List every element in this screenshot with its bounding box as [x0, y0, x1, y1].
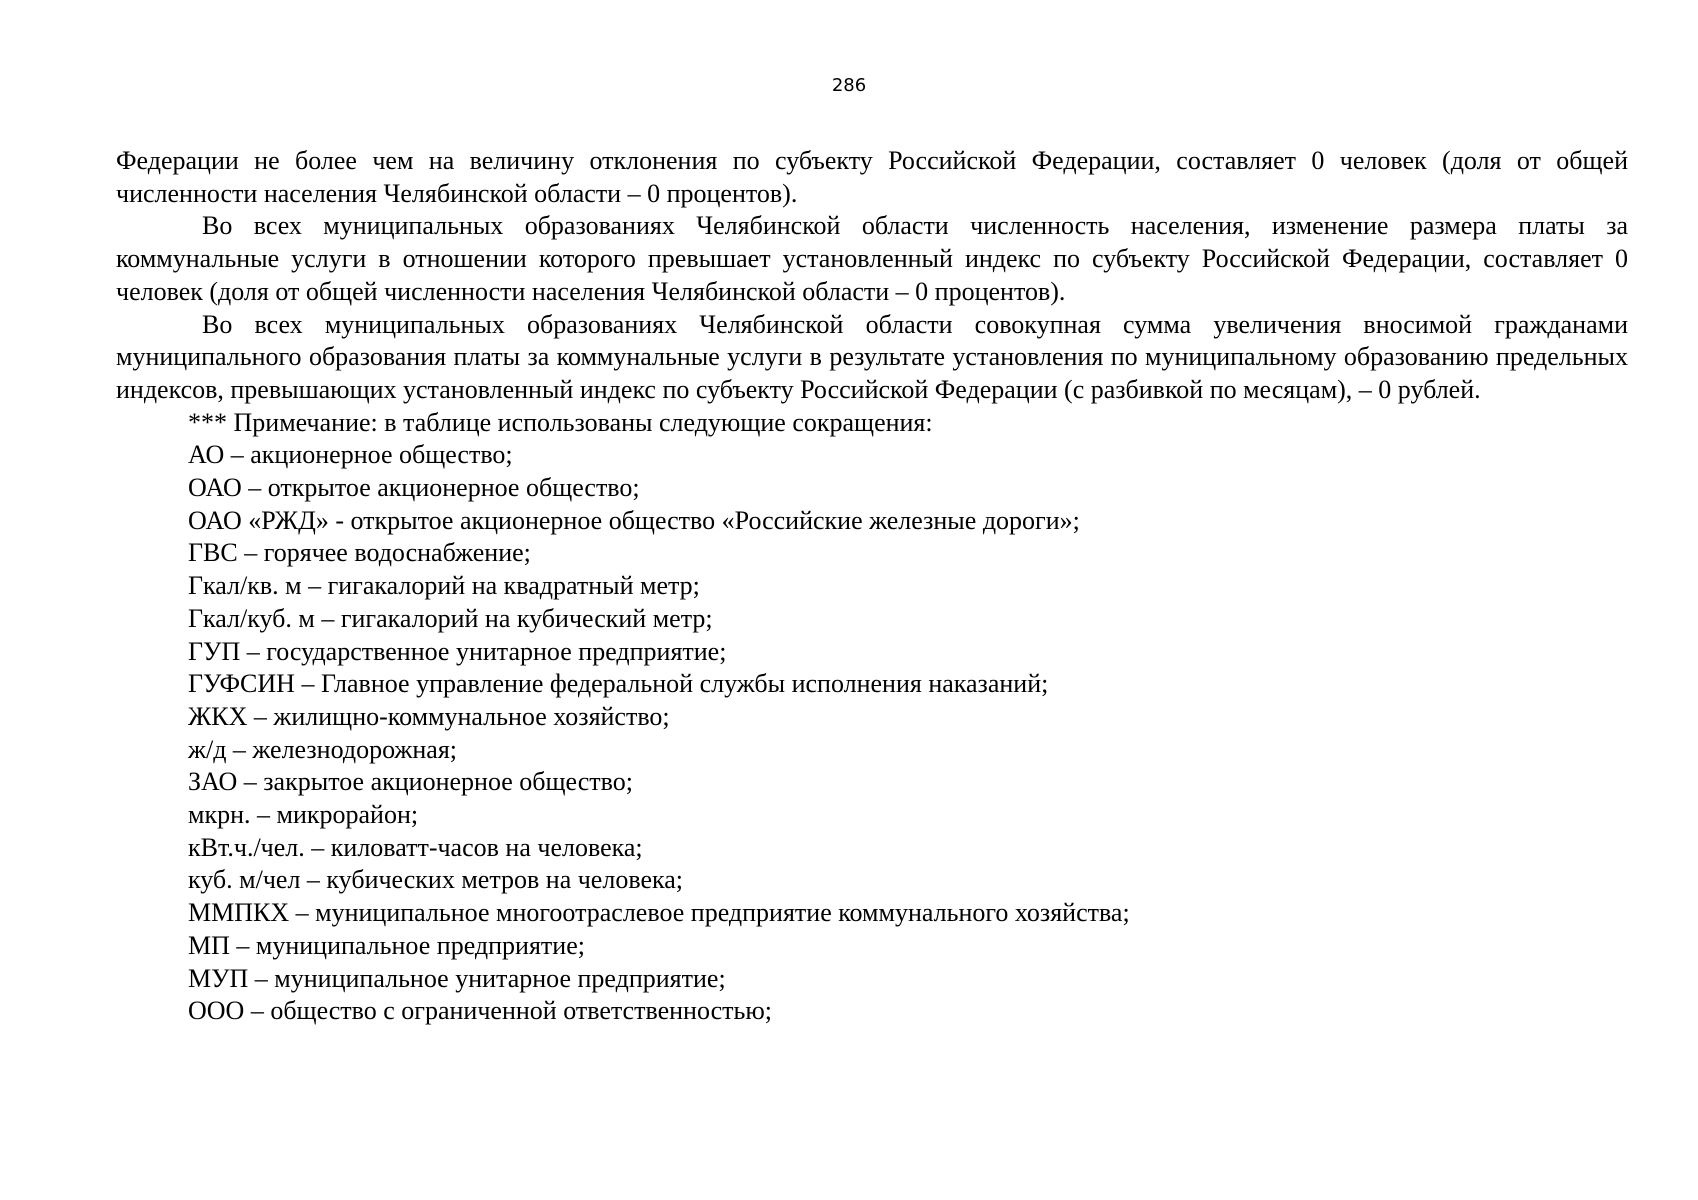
abbreviation-item: АО – акционерное общество;	[188, 440, 513, 470]
abbreviation-item: ММПКХ – муниципальное многоотраслевое предприятие коммунального хозяйства;	[188, 898, 1130, 928]
abbreviation-item: ОАО «РЖД» - открытое акционерное общество «Российские железные дороги»;	[188, 505, 1080, 535]
paragraph-payment-sum: Во всех муниципальных образованиях Челябинской области совокупная сумма увеличения вносимой гражданами муниципального образования платы за коммунальные услуги в результате установления по муниципальному образованию предельных индексов, превышающих установленный индекс по субъекту Российской Федерации (с разбивкой по месяцам), – 0 рублей.	[116, 309, 1628, 404]
abbreviations-note	[116, 407, 1628, 1028]
abbreviation-item: куб. м/чел – кубических метров на человека;	[188, 865, 683, 895]
page-number: 286	[831, 75, 867, 96]
abbreviation-item: ж/д – железнодорожная;	[188, 734, 458, 764]
abbreviation-item: ГУП – государственное унитарное предприятие;	[188, 636, 727, 666]
abbreviation-item: ЖКХ – жилищно-коммунальное хозяйство;	[188, 701, 670, 731]
abbreviation-item: Гкал/кв. м – гигакалорий на квадратный метр;	[188, 571, 700, 601]
abbreviation-item: ЗАО – закрытое акционерное общество;	[188, 767, 633, 797]
abbreviation-item: Гкал/куб. м – гигакалорий на кубический метр;	[188, 603, 713, 633]
abbreviation-item: ГУФСИН – Главное управление федеральной службы исполнения наказаний;	[188, 669, 1049, 699]
paragraph-population: Во всех муниципальных образованиях Челябинской области численность населения, изменение размера платы за коммунальные услуги в отношении которого превышает установленный индекс по субъекту Российской Федерации, составляет 0 человек (доля от общей численности населения Челябинской области – 0 процентов).	[116, 211, 1628, 306]
note-title: *** Примечание: в таблице использованы следующие сокращения:	[188, 407, 933, 437]
abbreviation-item: мкрн. – микрорайон;	[188, 800, 419, 830]
abbreviation-item: ОАО – открытое акционерное общество;	[188, 473, 640, 503]
abbreviation-item: кВт.ч./чел. – киловатт-часов на человека;	[188, 832, 643, 862]
abbreviation-item: МУП – муниципальное унитарное предприятие;	[188, 963, 726, 993]
abbreviation-item: МП – муниципальное предприятие;	[188, 930, 585, 960]
document-body	[116, 145, 1628, 1028]
abbreviation-item: ГВС – горячее водоснабжение;	[188, 538, 531, 568]
abbreviation-item: ООО – общество с ограниченной ответственностью;	[188, 996, 773, 1026]
paragraph-continuation: Федерации не более чем на величину отклонения по субъекту Российской Федерации, составляет 0 человек (доля от общей численности населения Челябинской области – 0 процентов).	[116, 146, 1628, 208]
